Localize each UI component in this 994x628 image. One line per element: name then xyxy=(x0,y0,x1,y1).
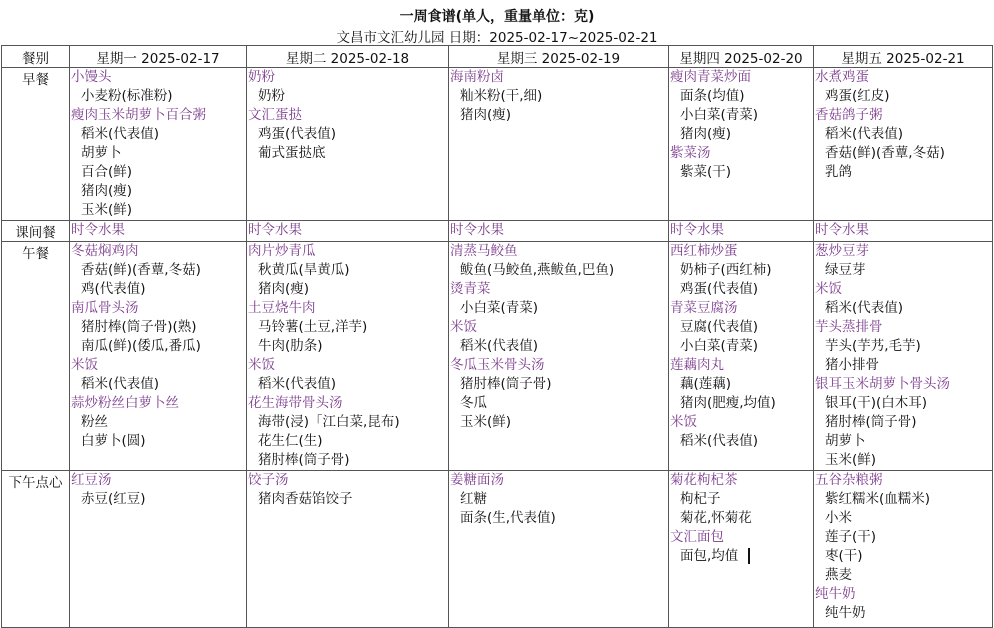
ingredient xyxy=(450,413,668,432)
ingredient-text: 香菇(鲜)(香蕈,冬菇) xyxy=(81,262,201,278)
ingredient-text: 猪肉(瘦) xyxy=(680,126,732,142)
menu-cell-fri xyxy=(814,68,993,221)
ingredient-text: 小白菜(青菜) xyxy=(680,338,759,354)
ingredient xyxy=(670,280,813,299)
ingredient xyxy=(670,375,813,394)
ingredient xyxy=(815,547,992,566)
ingredient-text: 海带(浸)「江白菜,昆布) xyxy=(258,414,400,430)
ingredient xyxy=(248,375,448,394)
ingredient xyxy=(450,509,668,528)
ingredient xyxy=(670,87,813,106)
day-header-mon: 星期一 2025-02-17 xyxy=(70,46,247,68)
menu-subtitle: 文昌市文汇幼儿园 日期：2025-02-17~2025-02-21 xyxy=(336,30,658,46)
dish-name: 香菇鸽子粥 xyxy=(815,107,883,123)
dish-name: 五谷杂粮粥 xyxy=(815,472,883,488)
weekly-menu-table xyxy=(1,45,993,628)
ingredient xyxy=(670,394,813,413)
ingredient-text: 猪肉香菇馅饺子 xyxy=(258,491,353,507)
dish-name: 饺子汤 xyxy=(248,472,289,488)
ingredient-text: 稻米(代表值) xyxy=(81,376,160,392)
ingredient-text: 胡萝卜 xyxy=(81,145,122,161)
ingredient-text: 红糖 xyxy=(460,491,487,507)
ingredient xyxy=(815,490,992,509)
dish-name: 米饭 xyxy=(815,281,842,297)
dish-name: 小馒头 xyxy=(71,69,112,85)
menu-cell-mon xyxy=(70,68,247,221)
ingredient-text: 玉米(鲜) xyxy=(81,202,133,218)
dish-name: 青菜豆腐汤 xyxy=(670,300,738,316)
header-row xyxy=(2,46,993,68)
ingredient-text: 稻米(代表值) xyxy=(460,338,539,354)
ingredient xyxy=(670,163,813,182)
ingredient-text: 粉丝 xyxy=(81,414,108,430)
ingredient-text: 秋黄瓜(旱黄瓜) xyxy=(258,262,350,278)
ingredient-text: 玉米(鲜) xyxy=(460,414,512,430)
dish-name: 蒜炒粉丝白萝卜丝 xyxy=(71,395,179,411)
dish-name: 时令水果 xyxy=(815,222,869,238)
ingredient-text: 猪肘棒(筒子骨) xyxy=(825,414,917,430)
ingredient-text: 纯牛奶 xyxy=(825,605,866,621)
ingredient xyxy=(248,432,448,451)
ingredient xyxy=(71,87,246,106)
ingredient xyxy=(248,413,448,432)
dish-name: 时令水果 xyxy=(71,222,125,238)
ingredient xyxy=(71,182,246,201)
ingredient-text: 菊花,怀菊花 xyxy=(680,510,752,526)
meal-row-breakfast xyxy=(2,68,993,221)
ingredient xyxy=(71,337,246,356)
ingredient xyxy=(71,144,246,163)
ingredient-text: 面条(生,代表值) xyxy=(460,510,556,526)
dish-name: 文汇面包 xyxy=(670,529,724,545)
menu-title: 一周食谱(单人，重量单位：克) xyxy=(399,9,595,25)
dish-name: 海南粉卤 xyxy=(450,69,504,85)
ingredient xyxy=(450,106,668,125)
menu-cell-tue xyxy=(247,471,449,628)
ingredient xyxy=(450,87,668,106)
ingredient-text: 枣(干) xyxy=(825,548,863,564)
ingredient xyxy=(248,451,448,470)
menu-cell-wed xyxy=(449,242,669,471)
ingredient-text: 籼米粉(干,细) xyxy=(460,88,543,104)
dish-name: 米饭 xyxy=(670,414,697,430)
ingredient xyxy=(815,394,992,413)
dish-name: 纯牛奶 xyxy=(815,586,856,602)
ingredient xyxy=(670,125,813,144)
dish-name: 西红柿炒蛋 xyxy=(670,243,738,259)
menu-cell-wed xyxy=(449,471,669,628)
dish-name: 花生海带骨头汤 xyxy=(248,395,343,411)
ingredient-text: 牛肉(肋条) xyxy=(258,338,323,354)
dish-name: 时令水果 xyxy=(450,222,504,238)
ingredient-text: 猪小排骨 xyxy=(825,357,879,373)
dish-name: 奶粉 xyxy=(248,69,275,85)
ingredient-text: 鸡(代表值) xyxy=(81,281,146,297)
meal-type-header: 餐别 xyxy=(2,46,70,68)
ingredient-text: 猪肉(瘦) xyxy=(81,183,133,199)
ingredient-text: 紫菜(干) xyxy=(680,164,732,180)
ingredient-text: 白萝卜(圆) xyxy=(81,433,146,449)
dish-name: 米饭 xyxy=(71,357,98,373)
ingredient xyxy=(815,163,992,182)
ingredient xyxy=(670,490,813,509)
meal-label: 课间餐 xyxy=(2,221,70,242)
dish-name: 南瓜骨头汤 xyxy=(71,300,139,316)
ingredient-text: 稻米(代表值) xyxy=(680,433,759,449)
ingredient xyxy=(815,413,992,432)
dish-name: 烫青菜 xyxy=(450,281,491,297)
dish-name: 紫菜汤 xyxy=(670,145,711,161)
menu-cell-fri xyxy=(814,242,993,471)
dish-name: 瘦肉玉米胡萝卜百合粥 xyxy=(71,107,206,123)
ingredient xyxy=(815,299,992,318)
ingredient-text: 猪肉(肥瘦,均值) xyxy=(680,395,776,411)
ingredient-text: 莲子(干) xyxy=(825,529,877,545)
menu-cell-mon xyxy=(70,471,247,628)
dish-name: 葱炒豆芽 xyxy=(815,243,869,259)
menu-cell-wed xyxy=(449,68,669,221)
day-header-thu: 星期四 2025-02-20 xyxy=(669,46,814,68)
ingredient xyxy=(815,144,992,163)
ingredient xyxy=(450,337,668,356)
ingredient-text: 芋头(芋艿,毛芋) xyxy=(825,338,921,354)
day-header-tue: 星期二 2025-02-18 xyxy=(247,46,449,68)
meal-label: 早餐 xyxy=(2,68,70,221)
ingredient-text: 绿豆芽 xyxy=(825,262,866,278)
dish-name: 冬菇焖鸡肉 xyxy=(71,243,139,259)
ingredient-text: 豆腐(代表值) xyxy=(680,319,759,335)
dish-name: 水煮鸡蛋 xyxy=(815,69,869,85)
meal-label: 午餐 xyxy=(2,242,70,471)
ingredient-text: 小麦粉(标准粉) xyxy=(81,88,173,104)
menu-cell-tue xyxy=(247,68,449,221)
ingredient xyxy=(815,337,992,356)
ingredient xyxy=(71,413,246,432)
ingredient xyxy=(248,144,448,163)
ingredient-text: 猪肉(瘦) xyxy=(258,281,310,297)
dish-name: 红豆汤 xyxy=(71,472,112,488)
ingredient xyxy=(670,261,813,280)
ingredient-text: 胡萝卜 xyxy=(825,433,866,449)
ingredient xyxy=(71,280,246,299)
ingredient xyxy=(71,490,246,509)
ingredient xyxy=(815,87,992,106)
dish-name: 姜糖面汤 xyxy=(450,472,504,488)
ingredient xyxy=(815,528,992,547)
ingredient-text: 猪肘棒(筒子骨) xyxy=(258,452,350,468)
ingredient xyxy=(670,432,813,451)
ingredient xyxy=(815,566,992,585)
menu-cell-fri xyxy=(814,221,993,242)
ingredient xyxy=(248,337,448,356)
dish-name: 文汇蛋挞 xyxy=(248,107,302,123)
ingredient xyxy=(670,106,813,125)
dish-name: 银耳玉米胡萝卜骨头汤 xyxy=(815,376,950,392)
meal-row-snack xyxy=(2,221,993,242)
ingredient xyxy=(815,509,992,528)
ingredient-text: 面条(均值) xyxy=(680,88,745,104)
ingredient-text: 银耳(干)(白木耳) xyxy=(825,395,928,411)
ingredient-text: 稻米(代表值) xyxy=(825,300,904,316)
dish-name: 米饭 xyxy=(450,319,477,335)
dish-name: 瘦肉青菜炒面 xyxy=(670,69,751,85)
menu-cell-mon xyxy=(70,221,247,242)
ingredient-text: 香菇(鲜)(香蕈,冬菇) xyxy=(825,145,945,161)
ingredient xyxy=(71,125,246,144)
ingredient xyxy=(450,394,668,413)
ingredient xyxy=(815,125,992,144)
meal-row-afternoon xyxy=(2,471,993,628)
ingredient xyxy=(670,509,813,528)
text-cursor xyxy=(748,548,750,564)
ingredient xyxy=(815,261,992,280)
meal-label: 下午点心 xyxy=(2,471,70,628)
ingredient-text: 猪肘棒(筒子骨) xyxy=(460,376,552,392)
ingredient-text: 面包,均值 xyxy=(680,548,739,564)
ingredient xyxy=(815,604,992,623)
menu-cell-fri xyxy=(814,471,993,628)
ingredient-text: 玉米(鲜) xyxy=(825,452,877,468)
ingredient xyxy=(815,451,992,470)
menu-cell-thu xyxy=(669,242,814,471)
ingredient-text: 稻米(代表值) xyxy=(258,376,337,392)
ingredient xyxy=(450,299,668,318)
ingredient-text: 鲅鱼(马鲛鱼,燕鲅鱼,巴鱼) xyxy=(460,262,615,278)
ingredient-text: 藕(莲藕) xyxy=(680,376,732,392)
ingredient xyxy=(71,261,246,280)
ingredient-text: 鸡蛋(红皮) xyxy=(825,88,890,104)
dish-name: 时令水果 xyxy=(248,222,302,238)
ingredient-text: 赤豆(红豆) xyxy=(81,491,146,507)
ingredient-text: 猪肘棒(筒子骨)(熟) xyxy=(81,319,197,335)
ingredient-text: 奶粉 xyxy=(258,88,285,104)
ingredient-text: 南瓜(鲜)(倭瓜,番瓜) xyxy=(81,338,201,354)
ingredient xyxy=(248,261,448,280)
ingredient xyxy=(450,490,668,509)
ingredient xyxy=(248,490,448,509)
ingredient-text: 鸡蛋(代表值) xyxy=(258,126,337,142)
menu-cell-mon xyxy=(70,242,247,471)
menu-cell-thu xyxy=(669,68,814,221)
ingredient xyxy=(670,547,813,566)
ingredient xyxy=(71,432,246,451)
dish-name: 芋头蒸排骨 xyxy=(815,319,883,335)
ingredient-text: 燕麦 xyxy=(825,567,852,583)
ingredient-text: 乳鸽 xyxy=(825,164,852,180)
ingredient-text: 冬瓜 xyxy=(460,395,487,411)
meal-row-lunch xyxy=(2,242,993,471)
dish-name: 冬瓜玉米骨头汤 xyxy=(450,357,545,373)
day-header-wed: 星期三 2025-02-19 xyxy=(449,46,669,68)
ingredient-text: 紫红糯米(血糯米) xyxy=(825,491,931,507)
ingredient xyxy=(450,261,668,280)
dish-name: 莲藕肉丸 xyxy=(670,357,724,373)
dish-name: 米饭 xyxy=(248,357,275,373)
ingredient xyxy=(670,337,813,356)
ingredient-text: 稻米(代表值) xyxy=(81,126,160,142)
day-header-fri: 星期五 2025-02-21 xyxy=(814,46,993,68)
ingredient-text: 小白菜(青菜) xyxy=(680,107,759,123)
dish-name: 菊花枸杞茶 xyxy=(670,472,738,488)
ingredient xyxy=(450,375,668,394)
ingredient-text: 葡式蛋挞底 xyxy=(258,145,326,161)
ingredient xyxy=(71,201,246,220)
ingredient-text: 小米 xyxy=(825,510,852,526)
menu-cell-tue xyxy=(247,242,449,471)
dish-name: 肉片炒青瓜 xyxy=(248,243,316,259)
ingredient-text: 稻米(代表值) xyxy=(825,126,904,142)
ingredient xyxy=(815,432,992,451)
ingredient-text: 百合(鲜) xyxy=(81,164,133,180)
ingredient-text: 花生仁(生) xyxy=(258,433,323,449)
ingredient xyxy=(71,163,246,182)
ingredient-text: 鸡蛋(代表值) xyxy=(680,281,759,297)
ingredient xyxy=(248,318,448,337)
menu-cell-thu xyxy=(669,471,814,628)
ingredient xyxy=(71,318,246,337)
ingredient-text: 枸杞子 xyxy=(680,491,721,507)
ingredient xyxy=(248,280,448,299)
dish-name: 清蒸马鲛鱼 xyxy=(450,243,518,259)
menu-cell-tue xyxy=(247,221,449,242)
menu-cell-thu xyxy=(669,221,814,242)
dish-name: 土豆烧牛肉 xyxy=(248,300,316,316)
ingredient-text: 奶柿子(西红柿) xyxy=(680,262,772,278)
dish-name: 时令水果 xyxy=(670,222,724,238)
ingredient xyxy=(248,87,448,106)
ingredient-text: 马铃薯(土豆,洋芋) xyxy=(258,319,368,335)
ingredient xyxy=(815,356,992,375)
ingredient xyxy=(71,375,246,394)
ingredient xyxy=(248,125,448,144)
ingredient xyxy=(670,318,813,337)
ingredient-text: 小白菜(青菜) xyxy=(460,300,539,316)
ingredient-text: 猪肉(瘦) xyxy=(460,107,512,123)
menu-cell-wed xyxy=(449,221,669,242)
